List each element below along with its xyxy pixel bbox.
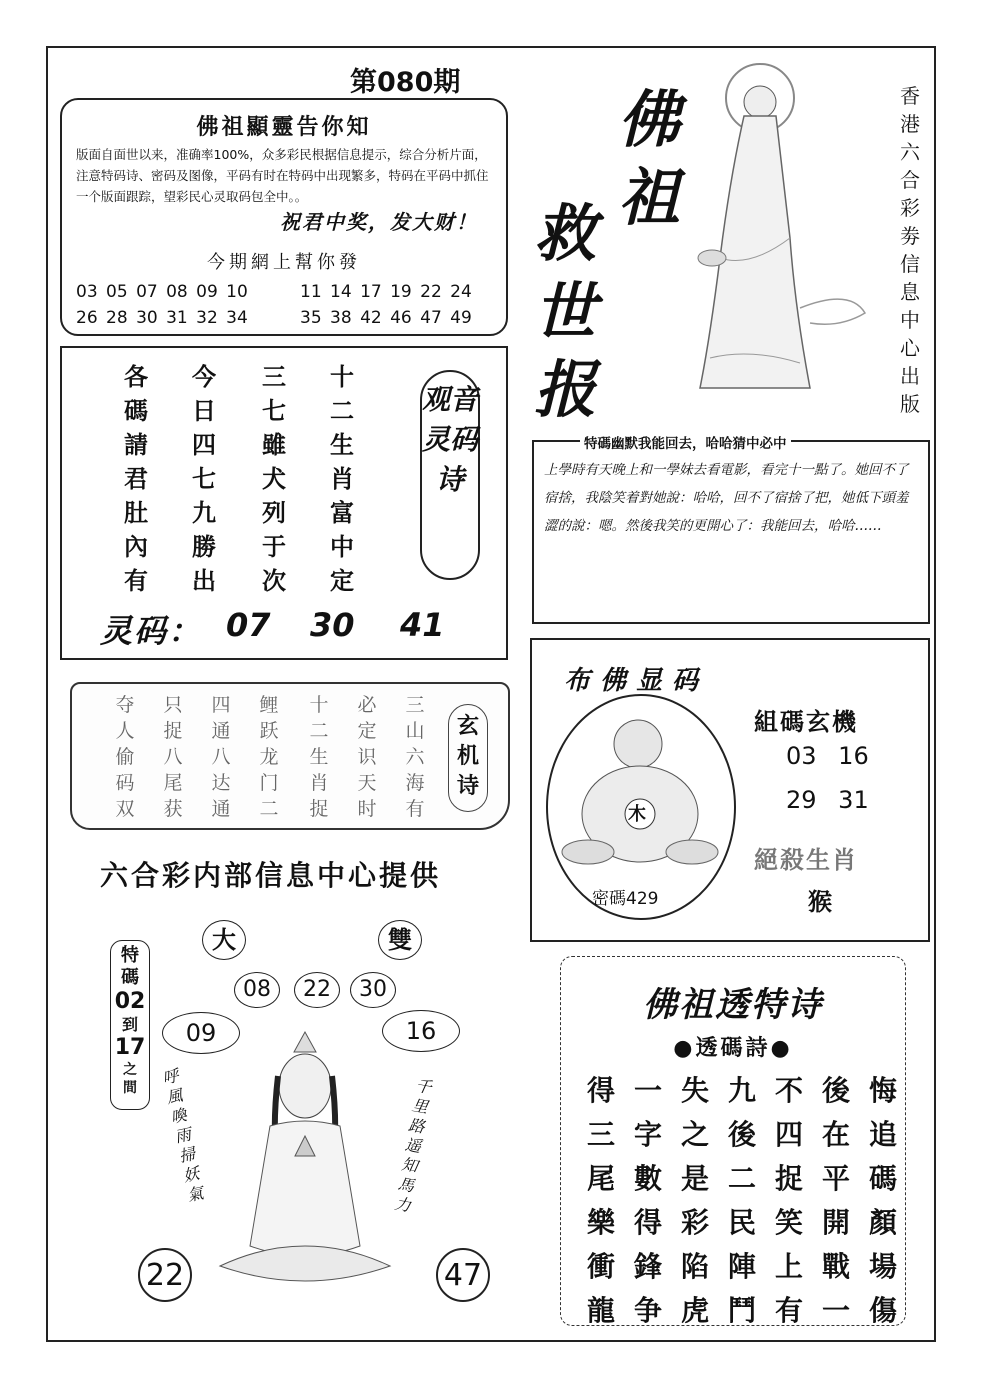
ball-16: 16 — [382, 1010, 460, 1052]
publisher-vertical: 香港六合彩劵信息中心出版 — [900, 84, 920, 416]
notice-wish: 祝君中奖，发大财！ — [280, 210, 478, 234]
scroll-column-5: 十二生肖捉 — [309, 694, 329, 820]
buddha-oval — [546, 694, 736, 920]
poem-oval-label: 观音灵码诗 — [420, 370, 480, 580]
notice-text: 版面自面世以来，准确率100%，众多彩民根据信息提示，综合分析片面，注意特码诗、密码及图像，平码有时在特码中出现繁多，特码在平码中抓住一个版面跟踪，望彩民心灵取码包全中。。 — [76, 147, 489, 204]
xuanji-scroll — [70, 682, 510, 830]
number-circle-47: 47 — [436, 1248, 490, 1302]
guanyin-poem-box — [60, 346, 508, 660]
scroll-column-4: 鲤跃龙门二 — [259, 694, 279, 820]
kill-zodiac: 猴 — [808, 887, 834, 916]
numbers-row-1b: 11 14 17 19 22 24 — [300, 282, 472, 302]
title-char-3: 救 — [534, 197, 597, 270]
tema-range-box — [110, 940, 150, 1110]
zuma-row-2: 29 31 — [786, 786, 869, 814]
tema-poem-row-5: 衝鋒陷陣上戰場 — [587, 1250, 917, 1283]
ball-22: 22 — [294, 972, 340, 1008]
notice-box — [60, 98, 508, 336]
scroll-column-3: 四通八达通 — [211, 694, 231, 820]
tema-poem-row-4: 樂得彩民笑開顏 — [587, 1206, 917, 1239]
notice-title: 佛祖顯靈告你知 — [196, 114, 372, 140]
tema-poem-box — [560, 956, 917, 1327]
numbers-row-2b: 35 38 42 46 47 49 — [300, 308, 472, 328]
double-badge: 雙 — [378, 920, 422, 960]
kill-zodiac-title: 絕殺生肖 — [754, 845, 858, 874]
joke-heading: 特碼幽默我能回去，哈哈猜中必中 — [580, 432, 791, 452]
tema-poem-row-3: 尾數是二捉平碼 — [587, 1162, 917, 1195]
poem-column-2: 今日四七九勝出 — [192, 362, 216, 595]
joke-body: 上學時有天晚上和一學妹去看電影，看完十一點了。她回不了宿捨，我陰笑着對她說：哈哈，回不了宿捨了把，她低下頭羞澀的說：嗯。然後我笑的更開心了：我能回去，哈哈…… — [544, 462, 909, 534]
tema-label-2: 碼 — [121, 967, 139, 988]
zuma-title: 組碼玄機 — [754, 707, 858, 736]
title-char-5: 报 — [534, 353, 597, 426]
ball-30: 30 — [350, 972, 396, 1008]
buddha-arc-text: 布佛显码 — [564, 666, 709, 696]
scroll-column-1: 夺人偷码双 — [115, 694, 135, 820]
tema-to-word: 到 — [121, 1015, 138, 1034]
buddha-belly-char: 木 — [628, 804, 646, 825]
laughing-buddha-image — [548, 702, 734, 882]
secret-code: 密碼429 — [592, 889, 659, 909]
joke-box — [532, 436, 930, 624]
poem-column-1: 各碼請君肚內有 — [124, 362, 148, 595]
scroll-column-6: 必定识天时 — [357, 694, 377, 820]
provider-line: 六合彩内部信息中心提供 — [100, 859, 442, 892]
big-badge: 大 — [202, 920, 246, 960]
numbers-row-2a: 26 28 30 31 32 34 — [76, 308, 248, 328]
ball-09: 09 — [162, 1012, 240, 1054]
lingma-number-1: 07 — [226, 606, 271, 644]
tema-poem-subtitle: ●透碼詩● — [673, 1035, 793, 1061]
poem-column-3: 三七雖犬列于次 — [262, 362, 286, 595]
title-char-4: 世 — [534, 275, 597, 348]
tema-to: 17 — [114, 1035, 146, 1060]
title-char-2: 祖 — [618, 161, 681, 234]
tema-poem-row-2: 三字之後四在追 — [587, 1118, 917, 1151]
ball-08: 08 — [234, 972, 280, 1008]
tema-between: 之間 — [123, 1062, 137, 1096]
tema-poem-title: 佛祖透特诗 — [643, 985, 823, 1025]
left-vertical-poem: 呼風喚雨掃妖氣 — [160, 1065, 206, 1206]
lingma-number-2: 30 — [310, 606, 355, 644]
tema-poem-row-6: 龍争虎鬥有一傷 — [587, 1294, 917, 1327]
guanyin-standing-image — [690, 58, 880, 418]
lingma-number-3: 41 — [400, 606, 445, 644]
xuanji-label: 玄机诗 — [448, 704, 488, 812]
tema-poem-row-1: 得一失九不後悔 — [587, 1074, 917, 1107]
poem-column-4: 十二生肖富中定 — [330, 362, 354, 595]
numbers-row-1a: 03 05 07 08 09 10 — [76, 282, 248, 302]
buddha-box — [530, 638, 930, 942]
guanyin-seated-image — [210, 1026, 400, 1306]
scroll-column-7: 三山六海有 — [405, 694, 425, 820]
number-circle-22: 22 — [138, 1248, 192, 1302]
scroll-column-2: 只捉八尾获 — [163, 694, 183, 820]
right-vertical-poem: 千里路遥知馬力 — [393, 1075, 434, 1216]
tema-from: 02 — [114, 989, 146, 1014]
tema-label-1: 特 — [121, 945, 139, 966]
lingma-label: 灵码： — [100, 612, 203, 650]
issue-number: 第080期 — [350, 67, 461, 98]
title-char-1: 佛 — [618, 83, 681, 156]
notice-subtitle: 今期網上幫你發 — [207, 252, 361, 273]
zuma-row-1: 03 16 — [786, 742, 869, 770]
